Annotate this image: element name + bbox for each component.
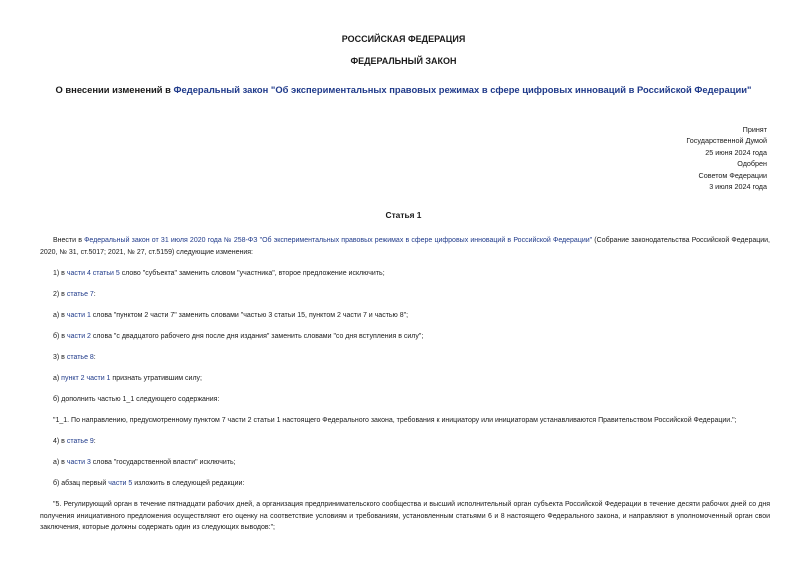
item-text-tail: : <box>93 354 96 361</box>
item-text: 3) в <box>53 354 67 361</box>
adoption-block <box>686 124 767 192</box>
item-3b: б) дополнить частью 1_1 следующего содержания: <box>53 396 220 403</box>
item-link[interactable]: пункт 2 части 1 <box>61 375 111 382</box>
item-text-tail: слово "субъекта" заменить словом "участника", второе предложение исключить; <box>119 270 385 277</box>
item-text-tail: слова "пунктом 2 части 7" заменить словами "частью 3 статьи 15, пунктом 2 части 7 и частью 8"; <box>90 312 409 319</box>
approval-date: 3 июля 2024 года <box>709 182 767 192</box>
item-text: б) в <box>53 333 67 340</box>
item-2a <box>40 310 770 322</box>
item-text: б) абзац первый <box>53 480 109 487</box>
item-3a <box>40 373 770 385</box>
intro-text: Внести в <box>53 237 85 244</box>
item-link[interactable]: части 3 <box>66 459 91 466</box>
item-3 <box>40 352 770 364</box>
item-text-tail: слова "государственной власти" исключить; <box>90 459 236 466</box>
document-title <box>0 84 807 95</box>
item-text-tail: слова "с двадцатого рабочего дня после дня издания" заменить словами "со дня вступления в силу"; <box>90 333 424 340</box>
item-text: 4) в <box>53 438 67 445</box>
title-law-link[interactable]: Федеральный закон "Об экспериментальных правовых режимах в сфере цифровых инноваций в Российской Федерации" <box>173 84 752 95</box>
item-text: а) в <box>53 459 67 466</box>
item-link[interactable]: статье 9 <box>66 438 94 445</box>
adoption-line: Государственной Думой <box>686 136 767 146</box>
quoted-amendment: "1_1. По направлению, предусмотренному пунктом 7 части 2 статьи 1 настоящего Федерального закона, требования к инициатору или инициаторам устанавливаются Правительством Российской Федерации."; <box>53 417 737 424</box>
item-4 <box>40 436 770 448</box>
adoption-line: Принят <box>742 125 767 134</box>
title-prefix: О внесении изменений в <box>55 84 174 95</box>
item-2b <box>40 331 770 343</box>
item-4b <box>40 478 770 490</box>
item-link[interactable]: статье 7 <box>66 291 94 298</box>
item-4a <box>40 457 770 469</box>
approval-line: Одобрен <box>737 159 767 169</box>
intro-paragraph <box>40 235 770 258</box>
article-title: Статья 1 <box>385 210 422 220</box>
item-link[interactable]: части 5 <box>108 480 133 487</box>
item-text-tail: : <box>93 438 96 445</box>
item-text: а) в <box>53 312 67 319</box>
item-text-tail: изложить в следующей редакции: <box>132 480 245 487</box>
adoption-date: 25 июня 2024 года <box>705 147 767 157</box>
item-link[interactable]: статье 8 <box>66 354 94 361</box>
intro-text-tail: (Собрание законодательства Российской Федерации, 2020, № 31, ст.5017; 2021, № 27, ст.5159) следующие изменения: <box>40 237 771 256</box>
document-type: ФЕДЕРАЛЬНЫЙ ЗАКОН <box>350 56 457 66</box>
item-text: 1) в <box>53 270 67 277</box>
item-2 <box>40 289 770 301</box>
approval-line: Советом Федерации <box>698 170 767 180</box>
item-text-tail: признать утратившим силу; <box>110 375 202 382</box>
document-country: РОССИЙСКАЯ ФЕДЕРАЦИЯ <box>341 34 466 44</box>
item-text: а) <box>53 375 62 382</box>
item-link[interactable]: части 1 <box>66 312 91 319</box>
item-link[interactable]: части 2 <box>66 333 91 340</box>
law-link[interactable]: Федеральный закон от 31 июля 2020 года № 258-ФЗ "Об экспериментальных правовых режимах в сфере цифровых инноваций в Российской Федерации" <box>84 237 593 244</box>
item-1 <box>40 268 770 280</box>
item-link[interactable]: части 4 статьи 5 <box>66 270 120 277</box>
item-text-tail: : <box>93 291 96 298</box>
item-text: 2) в <box>53 291 67 298</box>
quoted-amendment-part5: "5. Регулирующий орган в течение пятнадцати рабочих дней, а организация предпринимательского сообщества и высший исполнительный орган субъекта Российской Федерации в течение десяти рабочих дней со дня получения инициативного предложения осуществляют его оценку на соответствие условиям и требованиям, установленным статьями 6 и 8 настоящего Федерального закона, и направляют в уполномоченный орган свои заключения, которые должны содержать один из следующих выводов:"; <box>40 501 770 531</box>
